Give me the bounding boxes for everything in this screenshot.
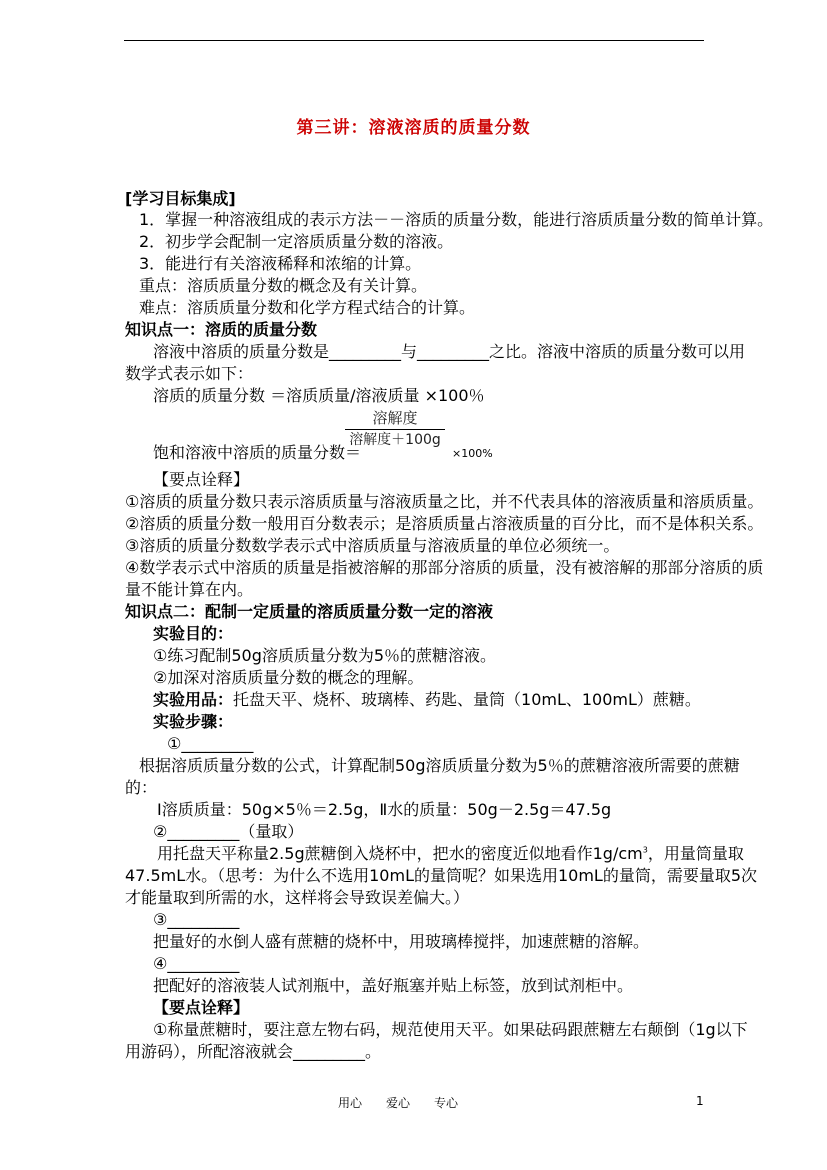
solubility-fraction [345, 409, 445, 449]
step-2-text-line3: 才能量取到所需的水，这样将会导致误差偏大。） [125, 888, 470, 907]
step-3: ③_________ [153, 910, 240, 929]
materials-label: 实验用品： [153, 690, 234, 709]
step-2-text-b: ，用量筒量取 [647, 844, 744, 863]
kp2-note-1-line2: 用游码），所配溶液就会_________。 [125, 1042, 382, 1061]
step-2-text-line1 [157, 846, 744, 862]
step-4: ④_________ [153, 954, 240, 973]
step-1-text-line2: 的： [125, 778, 158, 797]
footer-motto: 用心 爱心 专心 [338, 1096, 459, 1110]
difficult-point: 难点：溶质质量分数和化学方程式结合的计算。 [139, 298, 476, 317]
step-4-text: 把配好的溶液装人试剂瓶中，盖好瓶塞并贴上标签，放到试剂柜中。 [153, 976, 634, 995]
materials-line [153, 692, 701, 708]
step-1-text-line1: 根据溶质质量分数的公式，计算配制50g溶质质量分数为5％的蔗糖溶液所需要的蔗糖 [139, 756, 740, 775]
step-2-text-a: 用托盘天平称量2.5g蔗糖倒入烧杯中，把水的密度近似地看作1g/cm [157, 844, 643, 863]
kp1-notes-heading: 【要点诠释】 [153, 470, 250, 489]
mass-fraction-formula: 溶质的质量分数 ＝溶质质量/溶液质量 ×100％ [153, 386, 485, 405]
kp1-note-1: ①溶质的质量分数只表示溶质质量与溶液质量之比，并不代表具体的溶液质量和溶质质量。 [125, 492, 764, 511]
kp2-note-1-line1: ①称量蔗糖时，要注意左物右码，规范使用天平。如果砝码跟蔗糖左右颠倒（1g以下 [153, 1020, 748, 1039]
kp2-heading: 知识点二：配制一定质量的溶质质量分数一定的溶液 [125, 602, 494, 621]
kp1-note-4-line1: ④数学表示式中溶质的质量是指被溶解的那部分溶质的质量，没有被溶解的那部分溶质的质 [125, 558, 764, 577]
cubic-superscript: 3 [642, 845, 648, 855]
step-1-calculation: Ⅰ溶质质量：50g×5％＝2.5g，Ⅱ水的质量：50g－2.5g＝47.5g [157, 800, 612, 819]
materials-text: 托盘天平、烧杯、玻璃棒、药匙、量筒（10mL、100mL）蔗糖。 [233, 690, 701, 709]
fraction-numerator: 溶解度 [372, 409, 418, 427]
kp1-note-3: ③溶质的质量分数数学表示式中溶质质量与溶液质量的单位必须统一。 [125, 536, 620, 555]
goal-item-1: 1．掌握一种溶液组成的表示方法－－溶质的质量分数，能进行溶质质量分数的简单计算。 [139, 210, 774, 229]
goal-item-3: 3．能进行有关溶液稀释和浓缩的计算。 [139, 254, 422, 273]
steps-label: 实验步骤： [153, 712, 234, 731]
saturated-formula-prefix: 饱和溶液中溶质的质量分数＝ [153, 443, 362, 462]
saturated-formula-suffix: ×100% [452, 447, 493, 460]
step-2: ②_________（量取） [153, 822, 304, 841]
kp1-note-4-line2: 量不能计算在内。 [125, 580, 254, 599]
step-1: ①_________ [167, 734, 254, 753]
kp2-notes-heading: 【要点诠释】 [153, 998, 250, 1017]
purpose-item-2: ②加深对溶质质量分数的概念的理解。 [153, 668, 424, 687]
step-2-text-line2: 47.5mL水。（思考：为什么不选用10mL的量筒呢？如果选用10mL的量筒，需要量取5次 [125, 866, 758, 885]
purpose-label: 实验目的： [153, 624, 234, 643]
page-number: 1 [696, 1094, 704, 1108]
kp1-paragraph-line1: 溶液中溶质的质量分数是_________与_________之比。溶液中溶质的质量分数可以用 [153, 342, 746, 361]
section-heading-goals: [学习目标集成] [125, 189, 236, 208]
step-3-text: 把量好的水倒人盛有蔗糖的烧杯中，用玻璃棒搅拌，加速蔗糖的溶解。 [153, 932, 650, 951]
page-title: 第三讲：溶液溶质的质量分数 [296, 118, 531, 138]
header-rule [124, 40, 704, 41]
kp1-paragraph-line2: 数学式表示如下： [125, 364, 254, 383]
purpose-item-1: ①练习配制50g溶质质量分数为5％的蔗糖溶液。 [153, 646, 497, 665]
key-point: 重点：溶质质量分数的概念及有关计算。 [139, 276, 428, 295]
kp1-note-2: ②溶质的质量分数一般用百分数表示；是溶质质量占溶液质量的百分比，而不是体积关系。 [125, 514, 764, 533]
fraction-bar [345, 429, 445, 430]
goal-item-2: 2．初步学会配制一定溶质质量分数的溶液。 [139, 232, 454, 251]
kp1-heading: 知识点一：溶质的质量分数 [125, 320, 318, 339]
fraction-denominator: 溶解度＋100g [349, 432, 441, 448]
